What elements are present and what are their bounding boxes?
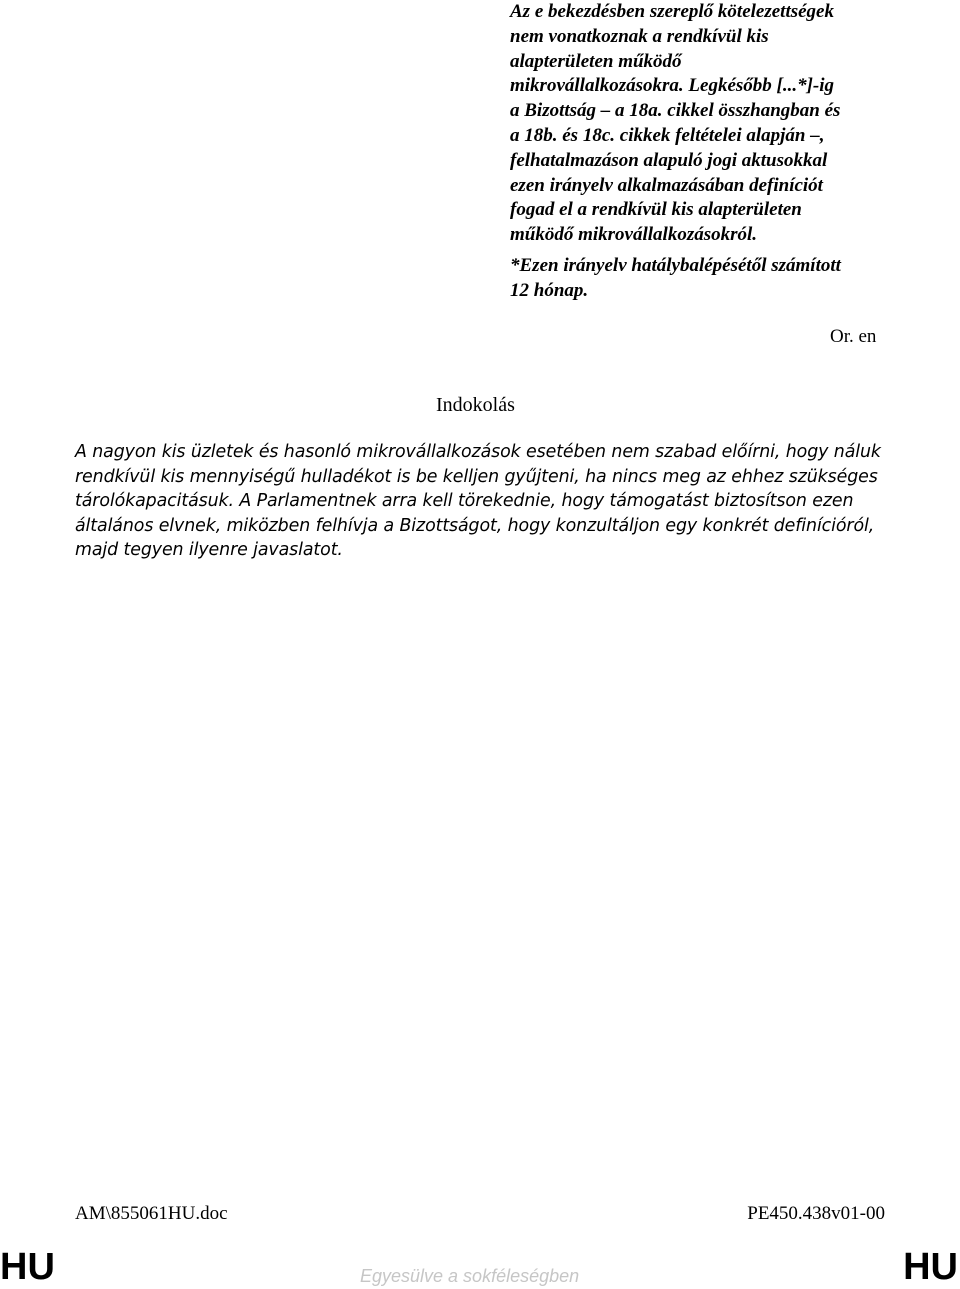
amendment-line: felhatalmazáson alapuló jogi aktusokkal	[510, 149, 828, 171]
amendment-line: nem vonatkoznak a rendkívül kis	[510, 25, 769, 47]
justification-line: A nagyon kis üzletek és hasonló mikrovállalkozások esetében nem szabad előírni, hogy náluk	[75, 442, 881, 462]
document-reference: AM\855061HU.doc	[75, 1203, 228, 1224]
amendment-line: a 18b. és 18c. cikkek feltételei alapján –,	[510, 124, 825, 146]
amendment-line: mikrovállalkozásokra. Legkésőbb [...*]-ig	[510, 75, 835, 97]
pe-reference: PE450.438v01-00	[747, 1203, 885, 1224]
language-code-right: HU	[903, 1246, 958, 1288]
footnote-line: 12 hónap.	[510, 279, 589, 301]
amendment-line: ezen irányelv alkalmazásában definíciót	[510, 174, 823, 196]
eu-motto: Egyesülve a sokféleségben	[360, 1266, 580, 1286]
justification-line: majd tegyen ilyenre javaslatot.	[75, 540, 343, 561]
justification-heading: Indokolás	[436, 394, 515, 416]
amendment-line: Az e bekezdésben szereplő kötelezettségek	[510, 1, 834, 22]
language-code-left: HU	[0, 1246, 55, 1288]
amendment-line: alapterületen működő	[510, 50, 682, 72]
original-language-label: Or. en	[830, 326, 877, 347]
amendment-line: fogad el a rendkívül kis alapterületen	[510, 199, 802, 221]
amendment-text	[510, 0, 900, 304]
justification-line: tárolókapacitásuk. A Parlamentnek arra kell törekednie, hogy támogatást biztosítson ezen	[75, 491, 854, 512]
justification-line: általános elvnek, miközben felhívja a Bizottságot, hogy konzultáljon egy konkrét definícióról,	[75, 515, 875, 536]
justification-line: rendkívül kis mennyiségű hulladékot is be kelljen gyűjteni, ha nincs meg az ehhez szükséges	[75, 466, 878, 487]
amendment-line: a Bizottság – a 18a. cikkel összhangban és	[510, 100, 841, 122]
footnote-line: *Ezen irányelv hatálybalépésétől számított	[510, 254, 841, 276]
amendment-line: működő mikrovállalkozásokról.	[510, 224, 758, 246]
justification-text	[75, 440, 895, 563]
